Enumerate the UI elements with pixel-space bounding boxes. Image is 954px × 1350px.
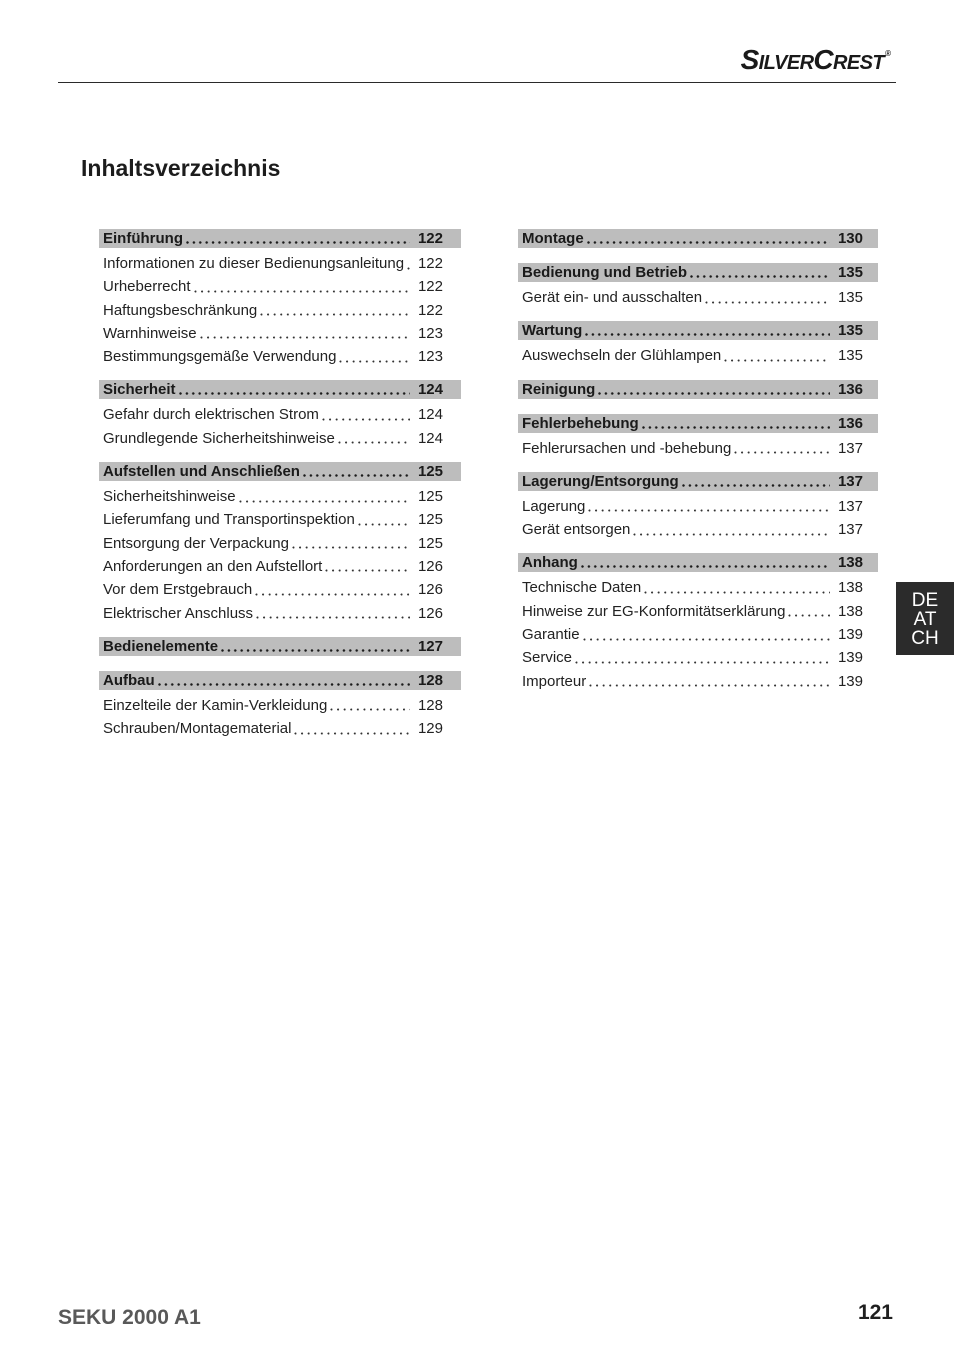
toc-section-page: 136 bbox=[837, 414, 863, 432]
toc-section-page: 135 bbox=[837, 264, 863, 281]
dot-leader bbox=[256, 602, 410, 625]
toc-entry bbox=[99, 299, 461, 322]
toc-entry-label: Elektrischer Anschluss bbox=[103, 604, 254, 622]
dot-leader bbox=[633, 518, 830, 541]
toc-entry-list bbox=[99, 690, 461, 741]
dot-leader bbox=[588, 495, 830, 518]
toc-entry-page: 122 bbox=[417, 301, 443, 319]
toc-entry-page: 137 bbox=[837, 439, 863, 457]
dot-leader bbox=[734, 437, 830, 460]
dot-leader bbox=[581, 553, 830, 572]
toc-entry bbox=[99, 532, 461, 555]
toc-entry bbox=[518, 495, 878, 518]
toc-section bbox=[518, 263, 878, 309]
toc-section bbox=[518, 414, 878, 460]
toc-entry-label: Warnhinweise bbox=[103, 324, 197, 342]
toc-entry bbox=[99, 555, 461, 578]
toc-entry-label: Auswechseln der Glühlampen bbox=[522, 347, 722, 365]
toc-section-heading bbox=[518, 472, 878, 491]
language-code-ch: CH bbox=[911, 627, 939, 649]
toc-section-title: Anhang bbox=[522, 554, 578, 572]
toc-entry-page: 128 bbox=[417, 696, 443, 714]
dot-leader bbox=[644, 576, 830, 599]
toc-entry bbox=[99, 508, 461, 531]
toc-section bbox=[518, 472, 878, 542]
dot-leader bbox=[292, 532, 410, 555]
toc-entry bbox=[99, 403, 461, 426]
dot-leader bbox=[642, 414, 830, 433]
dot-leader bbox=[583, 623, 830, 646]
toc-entry bbox=[99, 485, 461, 508]
toc-entry bbox=[99, 578, 461, 601]
toc-entry bbox=[99, 275, 461, 298]
toc-section-title: Sicherheit bbox=[103, 381, 176, 399]
toc-entry bbox=[99, 602, 461, 625]
toc-entry-page: 135 bbox=[837, 347, 863, 365]
dot-leader bbox=[690, 263, 830, 282]
dot-leader bbox=[330, 694, 410, 717]
dot-leader bbox=[179, 380, 410, 399]
toc-section-page: 138 bbox=[837, 554, 863, 572]
toc-entry-label: Gefahr durch elektrischen Strom bbox=[103, 406, 319, 424]
toc-section-heading bbox=[518, 553, 878, 572]
dot-leader bbox=[325, 555, 410, 578]
toc-entry bbox=[518, 437, 878, 460]
toc-entry-label: Schrauben/Montagematerial bbox=[103, 720, 292, 738]
toc-entry-page: 135 bbox=[837, 289, 863, 306]
toc-section-page: 137 bbox=[837, 472, 863, 490]
toc-entry-page: 139 bbox=[837, 672, 863, 690]
language-code-at: AT bbox=[913, 608, 937, 630]
toc-section-page: 130 bbox=[837, 230, 863, 247]
toc-entry-label: Technische Daten bbox=[522, 579, 642, 597]
toc-entry-label: Garantie bbox=[522, 626, 580, 644]
toc-entry-label: Entsorgung der Verpackung bbox=[103, 534, 289, 552]
toc-section-heading bbox=[518, 321, 878, 340]
toc-section-page: 122 bbox=[417, 230, 443, 247]
toc-entry-page: 125 bbox=[417, 488, 443, 506]
dot-leader bbox=[589, 670, 830, 693]
toc-entry bbox=[518, 518, 878, 541]
toc-entry-label: Importeur bbox=[522, 672, 587, 690]
dot-leader bbox=[575, 646, 830, 669]
dot-leader bbox=[255, 578, 410, 601]
toc-entry-page: 124 bbox=[417, 429, 443, 447]
toc-entry-label: Vor dem Erstgebrauch bbox=[103, 581, 253, 599]
dot-leader bbox=[186, 229, 410, 248]
toc-section-page: 135 bbox=[837, 322, 863, 340]
toc-section-page: 127 bbox=[417, 637, 443, 655]
toc-entry-label: Anforderungen an den Aufstellort bbox=[103, 557, 323, 575]
toc-entry bbox=[99, 427, 461, 450]
toc-entry-label: Gerät entsorgen bbox=[522, 521, 631, 539]
toc-entry-label: Fehlerursachen und -behebung bbox=[522, 439, 732, 457]
toc-entry-label: Service bbox=[522, 649, 573, 667]
toc-section-title: Bedienelemente bbox=[103, 637, 219, 655]
toc-section-heading bbox=[99, 229, 461, 248]
toc-entry-label: Hinweise zur EG-Konformitätserklärung bbox=[522, 602, 786, 620]
dot-leader bbox=[339, 345, 410, 368]
toc-entry-label: Haftungsbeschränkung bbox=[103, 301, 258, 319]
toc-entry bbox=[518, 576, 878, 599]
toc-entry bbox=[518, 670, 878, 693]
dot-leader bbox=[338, 427, 410, 450]
toc-entry-page: 126 bbox=[417, 604, 443, 622]
model-name: SEKU 2000 A1 bbox=[58, 1306, 201, 1329]
toc-column-left bbox=[99, 229, 461, 752]
toc-entry-page: 126 bbox=[417, 581, 443, 599]
toc-section bbox=[99, 671, 461, 741]
toc-section bbox=[99, 637, 461, 656]
silvercrest-logo bbox=[740, 44, 891, 79]
dot-leader bbox=[221, 637, 410, 656]
toc-entry-page: 126 bbox=[417, 557, 443, 575]
header-rule bbox=[58, 82, 896, 83]
toc-entry-label: Lagerung bbox=[522, 497, 586, 515]
toc-section-title: Fehlerbehebung bbox=[522, 414, 639, 432]
dot-leader bbox=[724, 344, 830, 367]
toc-entry bbox=[518, 600, 878, 623]
dot-leader bbox=[294, 717, 410, 740]
toc-entry-page: 138 bbox=[837, 579, 863, 597]
toc-entry bbox=[518, 623, 878, 646]
toc-section-title: Bedienung und Betrieb bbox=[522, 264, 687, 281]
dot-leader bbox=[200, 322, 410, 345]
toc-entry-page: 125 bbox=[417, 534, 443, 552]
toc-entry-page: 125 bbox=[417, 511, 443, 529]
toc-section bbox=[99, 380, 461, 450]
toc-entry bbox=[99, 717, 461, 740]
dot-leader bbox=[598, 380, 830, 399]
toc-section bbox=[99, 462, 461, 625]
toc-entry bbox=[99, 694, 461, 717]
toc-entry bbox=[518, 646, 878, 669]
toc-entry-page: 138 bbox=[837, 602, 863, 620]
toc-section-title: Lagerung/Entsorgung bbox=[522, 472, 679, 490]
toc-entry-page: 139 bbox=[837, 626, 863, 644]
toc-section-page: 128 bbox=[417, 671, 443, 689]
toc-entry-label: Einzelteile der Kamin-Verkleidung bbox=[103, 696, 328, 714]
toc-entry-label: Informationen zu dieser Bedienungsanleitung bbox=[103, 255, 405, 272]
toc-section-title: Montage bbox=[522, 230, 584, 247]
toc-entry-label: Lieferumfang und Transportinspektion bbox=[103, 511, 355, 529]
toc-section-heading bbox=[518, 414, 878, 433]
toc-section bbox=[518, 380, 878, 399]
toc-section bbox=[518, 553, 878, 692]
dot-leader bbox=[260, 299, 410, 322]
toc-section-heading bbox=[518, 263, 878, 282]
dot-leader bbox=[705, 286, 830, 309]
toc-entry-page: 124 bbox=[417, 406, 443, 424]
toc-entry-list bbox=[518, 282, 878, 309]
dot-leader bbox=[682, 472, 830, 491]
page-title: Inhaltsverzeichnis bbox=[81, 155, 281, 181]
toc-entry-page: 123 bbox=[417, 348, 443, 366]
toc-section-page: 124 bbox=[417, 381, 443, 399]
toc-section bbox=[518, 321, 878, 367]
toc-section bbox=[99, 229, 461, 368]
toc-entry-label: Gerät ein- und ausschalten bbox=[522, 289, 703, 306]
toc-section-heading bbox=[99, 637, 461, 656]
dot-leader bbox=[239, 485, 410, 508]
toc-section-title: Aufstellen und Anschließen bbox=[103, 463, 300, 481]
toc-entry-page: 137 bbox=[837, 521, 863, 539]
toc-entry-page: 137 bbox=[837, 497, 863, 515]
toc-section-title: Einführung bbox=[103, 230, 183, 247]
dot-leader bbox=[194, 275, 410, 298]
toc-entry bbox=[99, 322, 461, 345]
toc-entry-page: 129 bbox=[417, 720, 443, 738]
toc-entry-list bbox=[99, 481, 461, 625]
toc-section-title: Reinigung bbox=[522, 380, 596, 398]
toc-entry-page: 122 bbox=[417, 278, 443, 296]
dot-leader bbox=[322, 403, 410, 426]
language-code-de: DE bbox=[911, 589, 939, 611]
language-tab bbox=[896, 582, 954, 655]
toc-entry bbox=[99, 252, 461, 275]
toc-section-heading bbox=[518, 380, 878, 399]
toc-entry bbox=[518, 286, 878, 309]
toc-section-title: Wartung bbox=[522, 322, 583, 340]
dot-leader bbox=[407, 252, 410, 275]
toc-section-title: Aufbau bbox=[103, 671, 155, 689]
dot-leader bbox=[587, 229, 830, 248]
dot-leader bbox=[358, 508, 410, 531]
toc-entry-list bbox=[99, 399, 461, 450]
toc-entry-page: 139 bbox=[837, 649, 863, 667]
registered-mark: ® bbox=[885, 49, 891, 58]
toc-entry-label: Bestimmungsgemäße Verwendung bbox=[103, 348, 337, 366]
toc-section-heading bbox=[518, 229, 878, 248]
toc-entry-page: 123 bbox=[417, 324, 443, 342]
toc-section-page: 136 bbox=[837, 380, 863, 398]
dot-leader bbox=[303, 462, 410, 481]
dot-leader bbox=[788, 600, 830, 623]
toc-entry-list bbox=[518, 433, 878, 460]
toc-entry-list bbox=[99, 248, 461, 368]
toc-entry bbox=[518, 344, 878, 367]
page-number: 121 bbox=[857, 1301, 893, 1324]
dot-leader bbox=[158, 671, 410, 690]
toc-entry-list bbox=[518, 491, 878, 542]
toc-section-heading bbox=[99, 380, 461, 399]
toc-entry-list bbox=[518, 340, 878, 367]
toc-entry bbox=[99, 345, 461, 368]
toc-entry-label: Urheberrecht bbox=[103, 278, 191, 296]
brand-wordmark: SilverCrest bbox=[740, 44, 884, 75]
toc-entry-list bbox=[518, 572, 878, 692]
toc-entry-label: Grundlegende Sicherheitshinweise bbox=[103, 429, 335, 447]
toc-column-right bbox=[518, 229, 878, 705]
toc-entry-page: 122 bbox=[417, 255, 443, 272]
toc-section-heading bbox=[99, 671, 461, 690]
dot-leader bbox=[585, 321, 830, 340]
toc-section-heading bbox=[99, 462, 461, 481]
toc-section bbox=[518, 229, 878, 248]
toc-section-page: 125 bbox=[417, 463, 443, 481]
toc-entry-label: Sicherheitshinweise bbox=[103, 488, 236, 506]
